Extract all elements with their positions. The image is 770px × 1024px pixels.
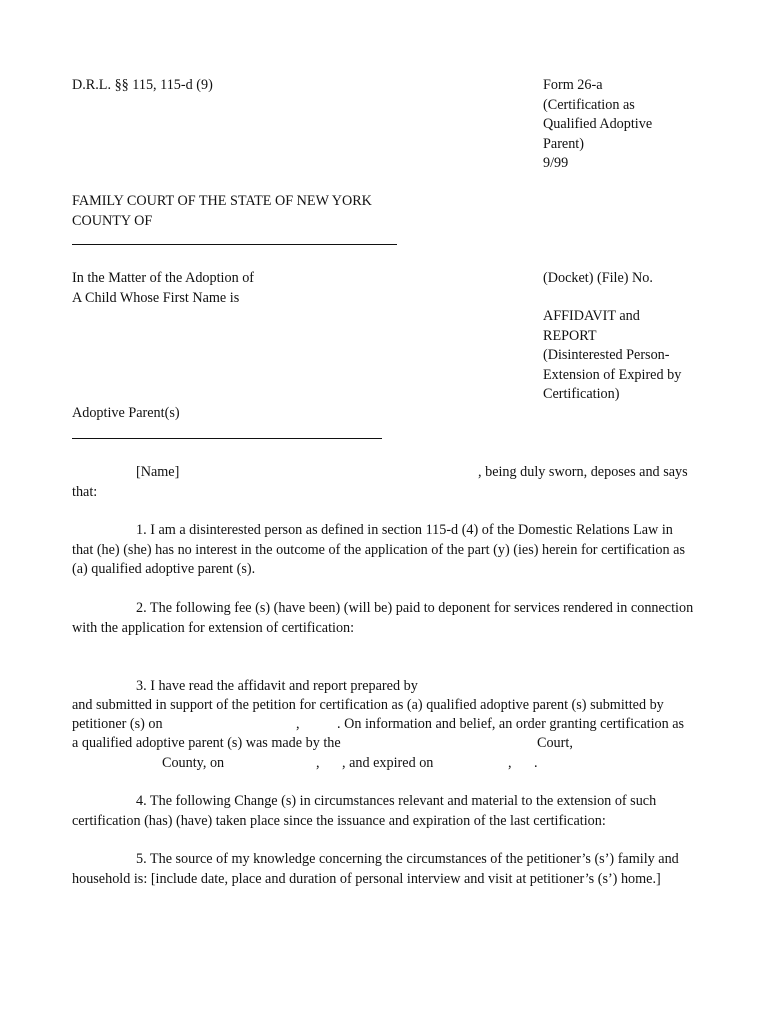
title-line: REPORT bbox=[543, 327, 597, 344]
matter-caption bbox=[72, 269, 254, 308]
paragraph-3-line-2: and submitted in support of the petition for certification as (a) qualified adoptive parent (s) submitted by bbox=[72, 697, 664, 713]
paragraph-line: that (he) (she) has no interest in the outcome of the application of the part (y) (ies) herein for certification as bbox=[72, 541, 685, 558]
court-name: FAMILY COURT OF THE STATE OF NEW YORK bbox=[72, 193, 372, 209]
expired-on-label: , and expired on bbox=[342, 755, 434, 771]
date-comma: , bbox=[316, 755, 320, 771]
title-line: Certification) bbox=[543, 386, 620, 402]
court-label: Court, bbox=[537, 735, 573, 751]
title-line: AFFIDAVIT and bbox=[543, 308, 640, 324]
order-made-by-label: a qualified adoptive parent (s) was made by the bbox=[72, 735, 341, 751]
paragraph-3-line-1: 3. I have read the affidavit and report prepared by bbox=[136, 678, 418, 694]
form-number-block bbox=[543, 76, 652, 174]
matter-line: In the Matter of the Adoption of bbox=[72, 270, 255, 286]
paragraph-2 bbox=[72, 599, 693, 638]
form-line: Qualified Adoptive bbox=[543, 116, 653, 132]
date-comma: , bbox=[508, 755, 512, 771]
caption-bottom-line bbox=[72, 438, 382, 439]
paragraph-line: certification (has) (have) taken place since the issuance and expiration of the last certification: bbox=[72, 812, 606, 829]
form-line: 9/99 bbox=[543, 155, 569, 171]
sentence-period: . bbox=[534, 755, 538, 771]
petitioner-date-label: petitioner (s) on bbox=[72, 716, 163, 732]
title-line: (Disinterested Person- bbox=[543, 347, 670, 363]
paragraph-4 bbox=[72, 792, 656, 831]
docket-number-label: (Docket) (File) No. bbox=[543, 270, 653, 286]
form-line: Parent) bbox=[543, 135, 584, 152]
sworn-statement: , being duly sworn, deposes and says bbox=[478, 464, 688, 480]
paragraph-5 bbox=[72, 850, 679, 889]
form-line: (Certification as bbox=[543, 96, 635, 113]
court-heading bbox=[72, 192, 372, 231]
adoptive-parents-label: Adoptive Parent(s) bbox=[72, 405, 180, 421]
deponent-name-placeholder: [Name] bbox=[136, 464, 180, 480]
title-line: Extension of Expired by bbox=[543, 366, 682, 383]
paragraph-line: 2. The following fee (s) (have been) (will be) paid to deponent for services rendered in connection bbox=[136, 600, 694, 616]
statute-reference: D.R.L. §§ 115, 115-d (9) bbox=[72, 77, 213, 93]
paragraph-1 bbox=[72, 521, 685, 580]
paragraph-line: household is: [include date, place and duration of personal interview and visit at petitioner’s (s’) home.] bbox=[72, 870, 661, 887]
county-blank-line bbox=[72, 244, 397, 245]
date-comma: , bbox=[296, 716, 300, 732]
certification-order-text: . On information and belief, an order granting certification as bbox=[337, 716, 685, 732]
paragraph-line: (a) qualified adoptive parent (s). bbox=[72, 561, 256, 577]
paragraph-line: 4. The following Change (s) in circumstances relevant and material to the extension of such bbox=[136, 793, 657, 809]
county-label: COUNTY OF bbox=[72, 212, 153, 229]
paragraph-line: 1. I am a disinterested person as defined in section 115-d (4) of the Domestic Relations Law in bbox=[136, 522, 673, 538]
matter-line: A Child Whose First Name is bbox=[72, 289, 240, 306]
form-line: Form 26-a bbox=[543, 77, 603, 93]
county-on-label: County, on bbox=[162, 755, 225, 771]
document-title bbox=[543, 307, 681, 405]
that-label: that: bbox=[72, 484, 98, 500]
paragraph-line: with the application for extension of certification: bbox=[72, 619, 355, 636]
paragraph-line: 5. The source of my knowledge concerning the circumstances of the petitioner’s (s’) family and bbox=[136, 851, 679, 867]
